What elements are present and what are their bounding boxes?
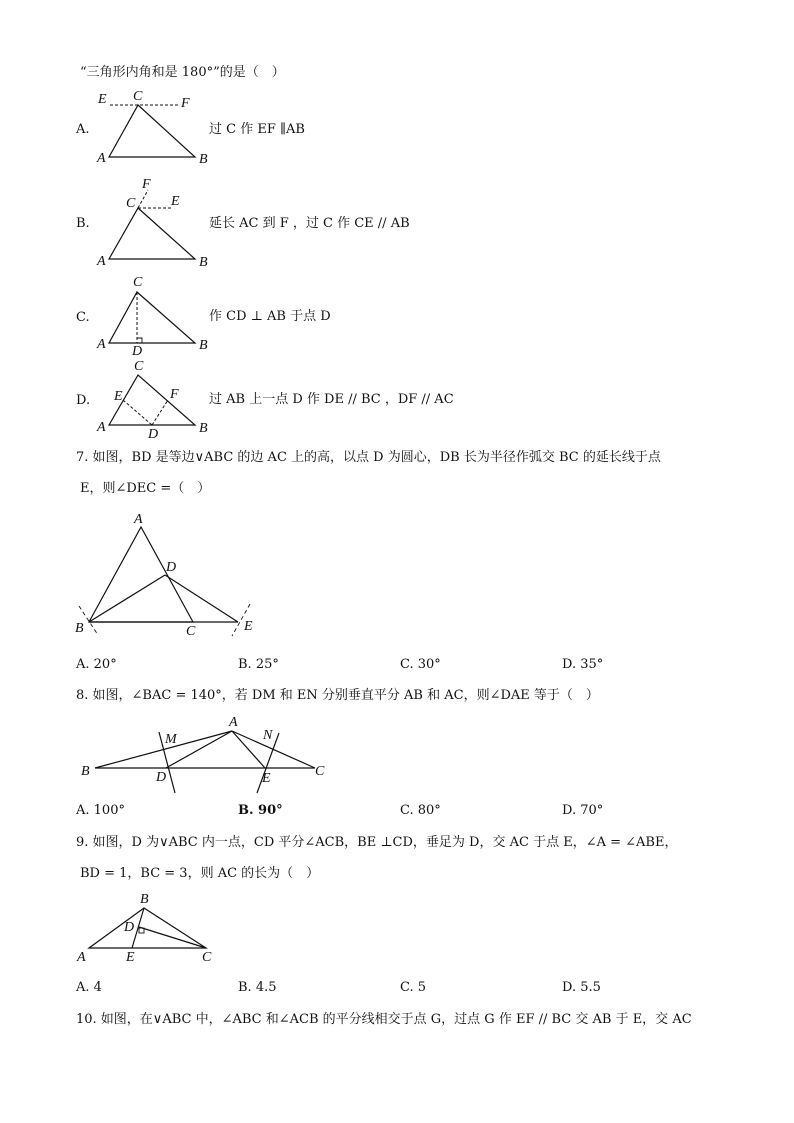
q8-label-C: C bbox=[315, 764, 325, 779]
q7-line2: E，则∠DEC =（ ） bbox=[80, 481, 211, 496]
q9-choice-d: D. 5.5 bbox=[562, 980, 601, 995]
q6a-label-E: E bbox=[98, 92, 107, 107]
q6c-label-B: B bbox=[199, 338, 208, 353]
q7-label-B: B bbox=[75, 621, 84, 636]
q9-label-D: D bbox=[124, 920, 135, 935]
q7-line1: 7. 如图，BD 是等边∨ABC 的边 AC 上的高，以点 D 为圆心，DB 长为半径作弧交 BC 的延长线于点 bbox=[76, 450, 661, 465]
q6d-label-C: C bbox=[134, 359, 144, 374]
q6c-label-A: A bbox=[97, 337, 106, 352]
q6a-letter: A. bbox=[76, 122, 90, 137]
q6d-letter: D. bbox=[76, 393, 91, 408]
q8-label-D: D bbox=[156, 770, 167, 785]
q6a-label-B: B bbox=[199, 152, 208, 167]
q6d-label-B: B bbox=[199, 421, 208, 436]
q8-label-A: A bbox=[229, 715, 238, 730]
q6a-label-A: A bbox=[97, 151, 106, 166]
q9-label-B: B bbox=[140, 892, 149, 907]
q6a-label-F: F bbox=[181, 96, 190, 111]
q7-label-A: A bbox=[134, 512, 143, 527]
q7-choice-a: A. 20° bbox=[76, 657, 117, 672]
q7-choice-b: B. 25° bbox=[238, 657, 279, 672]
q6b-label-F: F bbox=[142, 177, 151, 192]
q6c-letter: C. bbox=[76, 310, 90, 325]
q10-line1: 10. 如图，在∨ABC 中，∠ABC 和∠ACB 的平分线相交于点 G，过点 G 作 EF // BC 交 AB 于 E，交 AC bbox=[76, 1012, 692, 1027]
q9-label-E: E bbox=[126, 950, 135, 965]
q8-choice-d: D. 70° bbox=[562, 803, 604, 818]
q7-label-D: D bbox=[166, 560, 177, 575]
q8-label-M: M bbox=[165, 732, 177, 747]
q8-label-E: E bbox=[262, 771, 271, 786]
q6d-label-A: A bbox=[97, 420, 106, 435]
q8-line1: 8. 如图，∠BAC = 140°，若 DM 和 EN 分别垂直平分 AB 和 AC，则∠DAE 等于（ ） bbox=[76, 688, 599, 703]
q6b-label-B: B bbox=[199, 255, 208, 270]
q7-choice-c: C. 30° bbox=[400, 657, 441, 672]
q6a-label-C: C bbox=[133, 89, 143, 104]
q8-label-N: N bbox=[263, 728, 273, 743]
q8-choice-a: A. 100° bbox=[76, 803, 125, 818]
q6c-desc: 作 CD ⊥ AB 于点 D bbox=[209, 309, 331, 324]
q6b-label-A: A bbox=[97, 254, 106, 269]
q8-choice-c: C. 80° bbox=[400, 803, 441, 818]
q9-choice-a: A. 4 bbox=[76, 980, 102, 995]
q6c-label-D: D bbox=[132, 344, 143, 359]
q7-label-E: E bbox=[244, 619, 253, 634]
q6c-label-C: C bbox=[133, 275, 143, 290]
q8-label-B: B bbox=[81, 764, 90, 779]
q6b-letter: B. bbox=[76, 216, 90, 231]
q7-label-C: C bbox=[186, 624, 196, 639]
q6-stem: “三角形内角和是 180°”的是（ ） bbox=[80, 65, 285, 80]
q6b-label-E: E bbox=[171, 194, 180, 209]
q6a-desc: 过 C 作 EF ∥AB bbox=[209, 122, 305, 137]
q7-choice-d: D. 35° bbox=[562, 657, 604, 672]
q6d-desc: 过 AB 上一点 D 作 DE // BC ，DF // AC bbox=[209, 392, 454, 407]
q9-choice-c: C. 5 bbox=[400, 980, 427, 995]
q9-line2: BD = 1，BC = 3，则 AC 的长为（ ） bbox=[80, 866, 320, 881]
q6d-label-E: E bbox=[114, 389, 123, 404]
q6b-desc: 延长 AC 到 F ，过 C 作 CE // AB bbox=[209, 216, 410, 231]
q6d-label-D: D bbox=[148, 427, 159, 442]
q8-choice-b: B. 90° bbox=[238, 803, 283, 818]
q9-choice-b: B. 4.5 bbox=[238, 980, 277, 995]
q6b-label-C: C bbox=[126, 196, 136, 211]
q9-line1: 9. 如图，D 为∨ABC 内一点，CD 平分∠ACB，BE ⊥CD，垂足为 D，交 AC 于点 E，∠A = ∠ABE， bbox=[76, 835, 678, 850]
q6d-label-F: F bbox=[170, 387, 179, 402]
q9-label-A: A bbox=[77, 950, 86, 965]
q9-label-C: C bbox=[202, 950, 212, 965]
